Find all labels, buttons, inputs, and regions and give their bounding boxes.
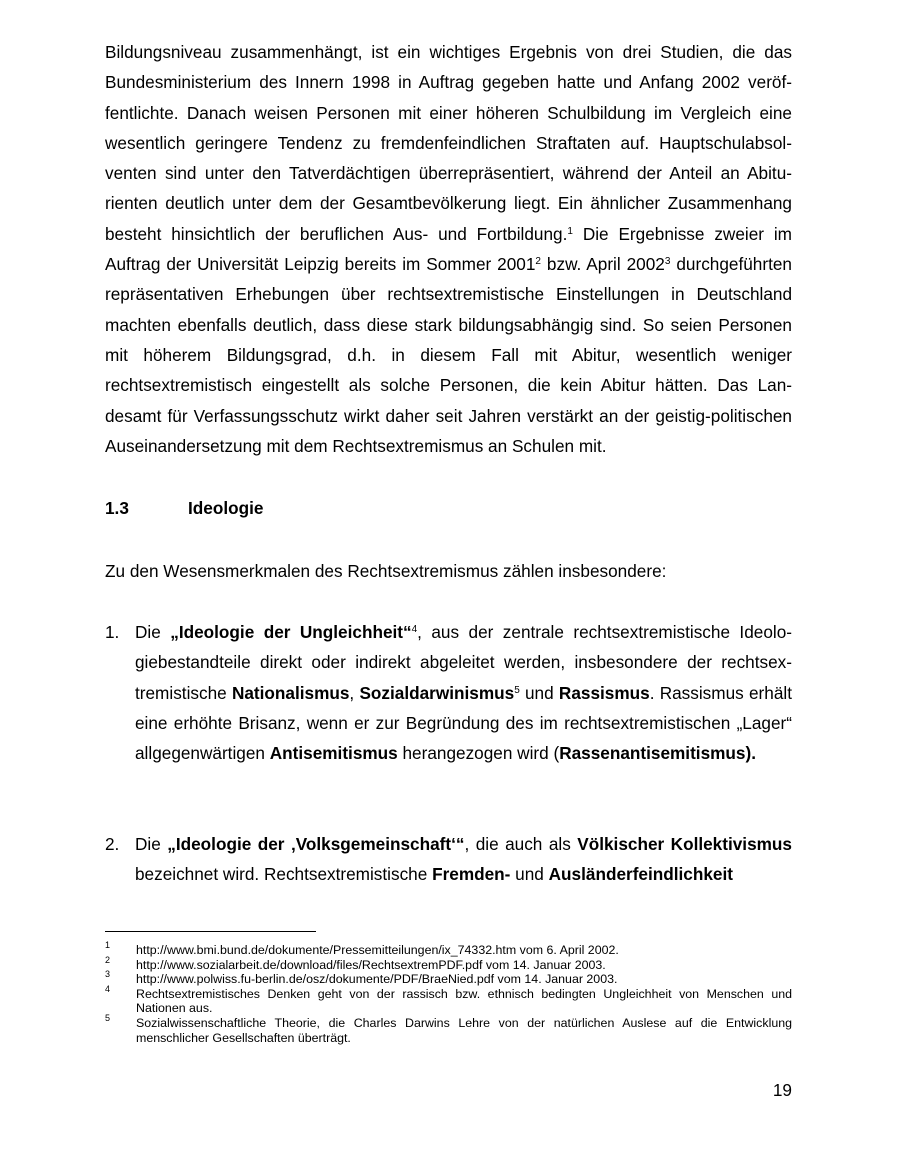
list-item-text: Die „Ideologie der Ungleichheit“$^4$, aus der zentrale rechtsextremistische Ideologiebestandteile direkt oder indirekt abgeleitet werden, insbesondere der rechtsextremistische Nationalismus, Sozialdarwinismus$^5$ und Rassismus. Rassismus erhält eine erhöhte Brisanz, wenn er zur Begründung des im rechtsextremistischen „Lager“ allgegenwärtigen Antisemitismus herangezogen wird (Rassenantisemitismus). <box>135 622 793 764</box>
paragraph-text: durchgeführten repräsentativen Erhebungen über rechtsextremistische Einstellungen in Deutschland machten ebenfalls deutlich, dass diese stark bildungsabhängig sind. So seien Personen mit höherem Bildungsgrad, d.h. in diesem Fall mit Abitur, wesentlich weniger rechtsextremistisch eingestellt als solche Personen, die kein Abitur hätten. Das Landesamt für Verfassungsschutz wirkt daher seit Jahren verstärkt an der geistig-politischen Auseinandersetzung mit dem Rechtsextremismus an Schulen mit. <box>105 254 792 456</box>
term-ideologie-ungleichheit: „Ideologie der Ungleichheit“ <box>170 622 412 642</box>
term-ideologie-volksgemeinschaft: „Ideologie der ‚Volksgemeinschaft‘“ <box>167 834 465 854</box>
paragraph-text: Bildungsniveau zusammenhängt, ist ein wichtiges Ergebnis von drei Studien, die das Bundesministerium des Innern 1998 in Auftrag gegeben hatte und Anfang 2002 veröffentlichte. Danach weisen Personen mit einer höheren Schulbildung im Vergleich eine wesentlich geringere Tendenz zu fremdenfeindlichen Straftaten auf. Hauptschulabsolventen sind unter den Tatverdächtigen überrepräsentiert, während der Anteil an Abiturienten deutlich unter dem der Gesamtbevölkerung liegt. Ein ähnlicher Zusammenhang besteht hinsichtlich der beruflichen Aus- und Fortbildung. <box>105 42 792 244</box>
list-number: 2. <box>105 834 120 854</box>
footnotes <box>105 940 792 1045</box>
footnote-3: 3 http://www.polwiss.fu-berlin.de/osz/dokumente/PDF/BraeNied.pdf vom 14. Januar 2003. <box>105 969 618 987</box>
term-rassismus: Rassismus <box>558 682 650 703</box>
intro-sentence: Zu den Wesensmerkmalen des Rechtsextremismus zählen insbesondere: <box>105 561 667 581</box>
term-voelkischer-kollektivismus: Völkischer Kollektivismus <box>577 834 792 854</box>
footnote-4: 4 Rechtsextremistisches Denken geht von der rassisch bzw. ethnisch bedingten Ungleichheit von Menschen und Nationen aus. <box>105 983 792 1016</box>
footnote-ref-1[interactable]: 1 <box>567 225 573 237</box>
section-title: Ideologie <box>188 498 264 518</box>
footnote-ref-4[interactable]: 4 <box>411 624 418 635</box>
page-number: 19 <box>772 1080 792 1100</box>
paragraph-text: bzw. April 2002 <box>540 254 665 275</box>
term-fremden: Fremden- <box>432 864 511 885</box>
section-number: 1.3 <box>105 498 129 518</box>
term-auslaenderfeindlichkeit: Ausländerfeindlichkeit <box>548 864 733 885</box>
footnote-5: 5 Sozialwissenschaftliche Theorie, die Charles Darwins Lehre von der natürlichen Auslese auf die Entwicklung menschlicher Gesellschaften überträgt. <box>105 1012 792 1045</box>
term-nationalismus: Nationalismus <box>231 682 350 703</box>
footnote-ref-2[interactable]: 2 <box>535 256 541 268</box>
section-heading <box>105 496 263 520</box>
body-paragraph-1 <box>105 37 792 461</box>
list-item-text: Die „Ideologie der ‚Volksgemeinschaft‘“, die auch als Völkischer Kollektivismus bezeichnet wird. Rechtsextremistische Fremden- und Ausländerfeindlichkeit <box>135 834 792 885</box>
term-antisemitismus: Antisemitismus <box>269 743 398 764</box>
list-number: 1. <box>105 622 120 642</box>
term-sozialdarwinismus: Sozialdarwinismus <box>359 682 515 703</box>
term-rassenantisemitismus: Rassenantisemitismus <box>559 743 746 764</box>
footnote-ref-5[interactable]: 5 <box>514 684 520 696</box>
footnote-ref-3[interactable]: 3 <box>664 256 671 268</box>
footnote-divider <box>105 931 316 932</box>
paragraph-text: Die Ergebnisse zweier im Auftrag der Universität Leipzig bereits im Sommer 2001 <box>105 223 792 275</box>
footnote-2: 2 http://www.sozialarbeit.de/download/files/RechtsextremPDF.pdf vom 14. Januar 2003. <box>105 954 606 972</box>
footnote-1: 1 http://www.bmi.bund.de/dokumente/Pressemitteilungen/ix_74332.htm vom 6. April 2002. <box>105 940 619 957</box>
